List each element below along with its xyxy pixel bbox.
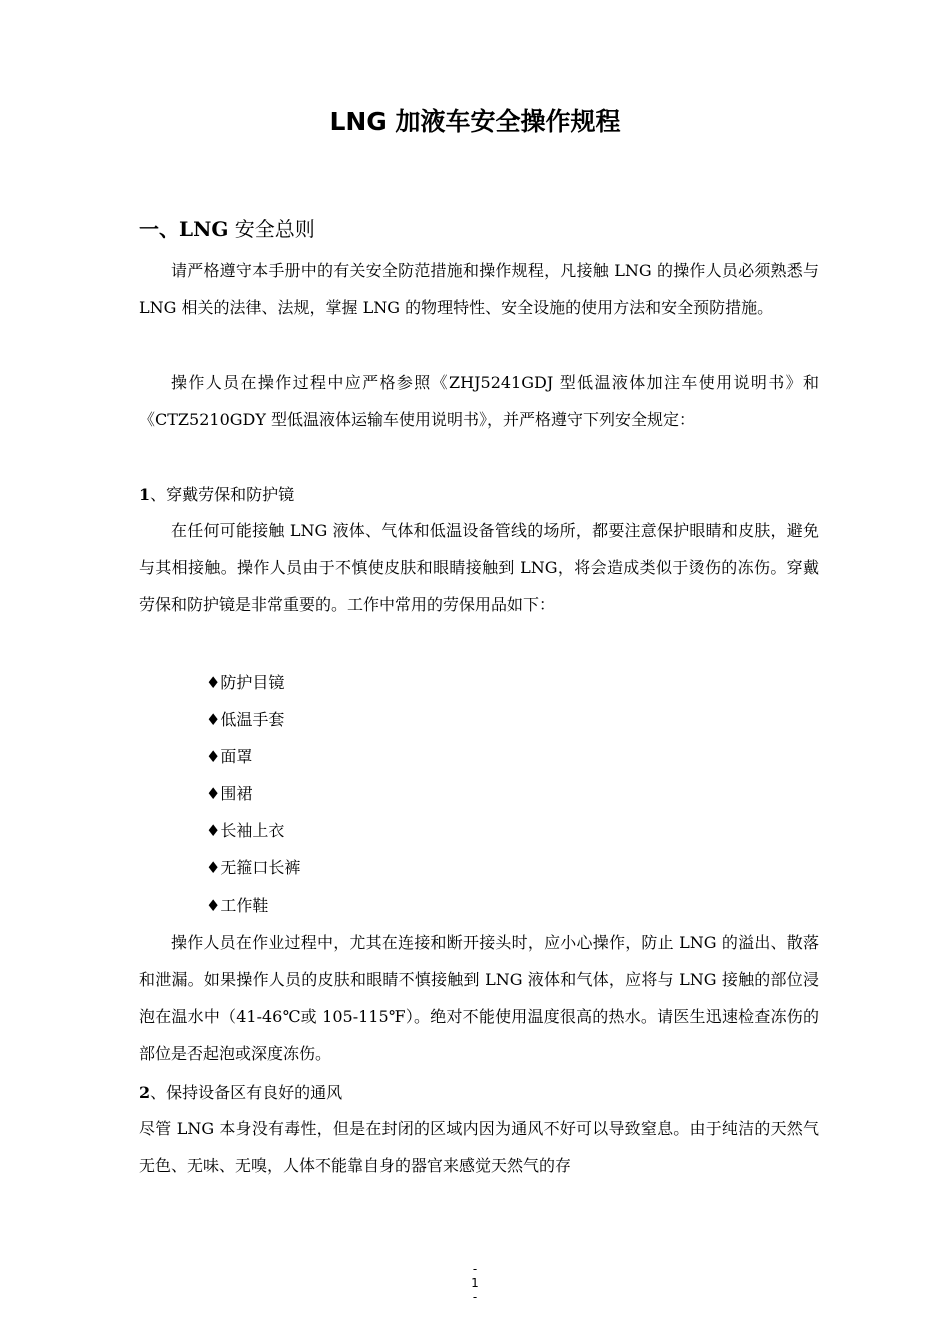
section-number: 一、 — [139, 217, 179, 241]
document-title: LNG 加液车安全操作规程 — [329, 107, 621, 136]
subheading-number: 2 — [139, 1083, 151, 1102]
list-item: ♦无箍口长裤 — [206, 858, 301, 878]
page-number: 1 — [471, 1276, 479, 1290]
list-item: ♦面罩 — [206, 747, 253, 767]
subheading-number: 1 — [139, 485, 151, 504]
section-heading-bold: LNG — [179, 217, 229, 241]
subheading-text: 、穿戴劳保和防护镜 — [150, 485, 295, 504]
ppe-list — [206, 664, 300, 924]
list-item: ♦工作鞋 — [206, 895, 269, 915]
list-item: ♦防护目镜 — [206, 673, 285, 692]
list-item: ♦长袖上衣 — [206, 821, 285, 841]
page-footer — [0, 1262, 950, 1304]
paragraph-ppe: 在任何可能接触 LNG 液体、气体和低温设备管线的场所，都要注意保护眼睛和皮肤，避免与其相接触。操作人员由于不慎使皮肤和眼睛接触到 LNG，将会造成类似于烫伤的冻伤。穿戴劳保和防护镜是非常重要的。工作中常用的劳保用品如下： — [139, 521, 819, 614]
section-heading-text: 安全总则 — [228, 217, 315, 241]
footer-dash-bottom: - — [472, 1290, 478, 1304]
subheading-ventilation — [139, 1078, 342, 1108]
paragraph-ventilation: 尽管 LNG 本身没有毒性，但是在封闭的区域内因为通风不好可以导致窒息。由于纯洁的天然气无色、无味、无嗅，人体不能靠自身的器官来感觉天然气的存 — [139, 1119, 819, 1175]
paragraph-handling: 操作人员在作业过程中，尤其在连接和断开接头时，应小心操作，防止 LNG 的溢出、散落和泄漏。如果操作人员的皮肤和眼睛不慎接触到 LNG 液体和气体，应将与 LNG 接触的部位浸泡在温水中（41-46℃或 105-115℉）。绝对不能使用温度很高的热水。请医生迅速检查冻伤的部位是否起泡或深度冻伤。 — [139, 933, 819, 1063]
subheading-ppe — [139, 480, 294, 510]
paragraph-intro: 请严格遵守本手册中的有关安全防范措施和操作规程，凡接触 LNG 的操作人员必须熟悉与 LNG 相关的法律、法规，掌握 LNG 的物理特性、安全设施的使用方法和安全预防措施。 — [139, 261, 819, 317]
subheading-text: 、保持设备区有良好的通风 — [150, 1083, 343, 1102]
section-heading — [139, 214, 315, 244]
list-item: ♦围裙 — [206, 784, 253, 804]
paragraph-manuals: 操作人员在操作过程中应严格参照《ZHJ5241GDJ 型低温液体加注车使用说明书》和《CTZ5210GDY 型低温液体运输车使用说明书》，并严格遵守下列安全规定： — [139, 373, 819, 429]
list-item: ♦低温手套 — [206, 710, 285, 730]
footer-dash-top: - — [472, 1262, 478, 1276]
